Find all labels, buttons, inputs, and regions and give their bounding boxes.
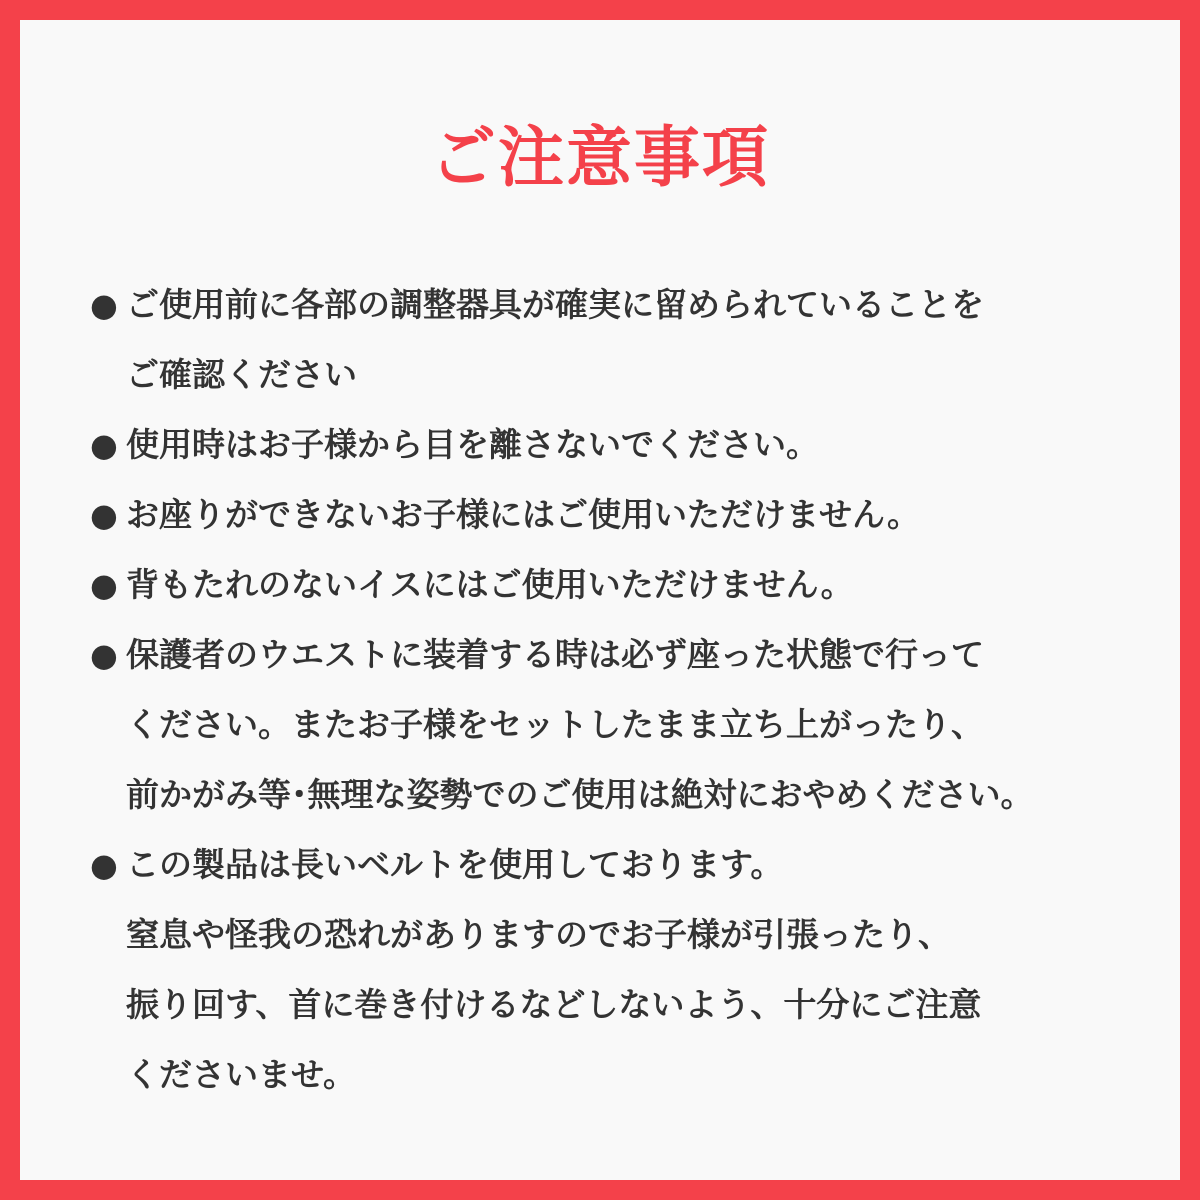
list-item [90, 410, 1170, 480]
note-text [126, 410, 1170, 480]
note-line: ご使用前に各部の調整器具が確実に留められていることを [126, 285, 984, 324]
note-text [126, 550, 1170, 620]
bullet-icon: ● [90, 496, 118, 534]
note-line: 保護者のウエストに装着する時は必ず座った状態で行って [126, 635, 984, 674]
list-item [90, 480, 1170, 550]
bullet-icon: ● [90, 426, 118, 464]
bullet-icon: ● [90, 846, 118, 884]
list-item [90, 550, 1170, 620]
note-text [126, 480, 1170, 550]
note-line: ご確認ください [126, 355, 357, 394]
note-line: 前かがみ等･無理な姿勢でのご使用は絶対におやめください。 [126, 775, 1034, 814]
bullet-icon: ● [90, 636, 118, 674]
page-title: ご注意事項 [430, 119, 770, 196]
notes-list [90, 270, 1170, 1110]
note-text [126, 830, 1170, 1110]
note-line: ください。またお子様をセットしたまま立ち上がったり、 [126, 705, 984, 744]
list-item [90, 270, 1170, 410]
list-item [90, 620, 1170, 830]
note-line: 振り回す、首に巻き付けるなどしないよう、十分にご注意 [126, 985, 982, 1024]
bullet-icon: ● [90, 566, 118, 604]
note-text [126, 270, 1170, 410]
note-line: この製品は長いベルトを使用しております。 [126, 845, 784, 884]
note-text [126, 620, 1170, 830]
bullet-icon: ● [90, 286, 118, 324]
note-line: 使用時はお子様から目を離さないでください。 [126, 425, 819, 464]
note-line: くださいませ。 [126, 1055, 357, 1094]
list-item [90, 830, 1170, 1110]
note-line: お座りができないお子様にはご使用いただけません。 [126, 495, 920, 534]
note-line: 窒息や怪我の恐れがありますのでお子様が引張ったり、 [126, 915, 951, 954]
note-line: 背もたれのないイスにはご使用いただけません。 [126, 565, 854, 604]
